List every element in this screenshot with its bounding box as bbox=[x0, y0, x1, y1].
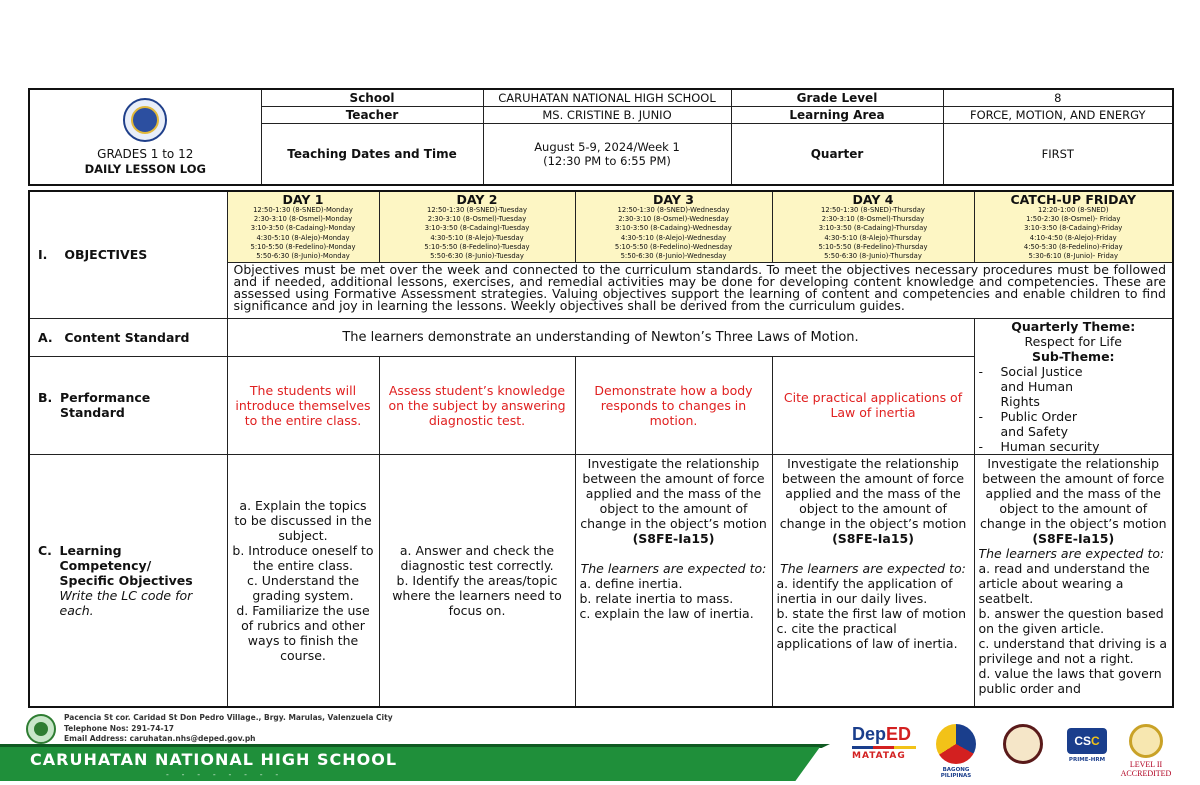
school-contact-info bbox=[64, 713, 393, 745]
sub-theme-item: - Human security bbox=[978, 438, 1100, 454]
day-1-slot: 4:30-5:10 (8-Alejo)-Monday bbox=[256, 233, 350, 242]
day-3-slot: 5:50-6:30 (8-Junio)-Wednesday bbox=[620, 252, 727, 261]
competency-item: a. Explain the topics to be discussed in the subject. bbox=[234, 497, 372, 543]
quarterly-theme-cell bbox=[974, 318, 1173, 454]
day-1-header bbox=[227, 191, 379, 262]
accredited-label: LEVEL II ACCREDITED bbox=[1120, 760, 1172, 778]
grades-label: GRADES 1 to 12 bbox=[97, 147, 194, 161]
day-4-title: DAY 4 bbox=[852, 192, 894, 207]
bagong-pilipinas-logo-icon: BAGONG PILIPINAS bbox=[928, 724, 984, 780]
competency-item: c. Understand the grading system. bbox=[246, 572, 360, 603]
competency-item: a. read and understand the article about wearing a seatbelt. bbox=[978, 560, 1150, 606]
school-value: CARUHATAN NATIONAL HIGH SCHOOL bbox=[483, 89, 731, 106]
competency-expected: The learners are expected to: bbox=[580, 560, 767, 576]
day-1-slot: 3:10-3:50 (8-Cadaing)-Monday bbox=[250, 224, 356, 233]
objectives-description: Objectives must be met over the week and connected to the curriculum standards. To meet the objectives necessary procedures must be followed and if needed, additional lessons, exercises, and remedial activities may be done for developing content knowledge and competencies. These are assessed using Formative Assessment strategies. Valuing objectives support the learning of content and competencies and enable children to find significance and joy in learning the lessons. Weekly objectives shall be derived from the curriculum guides. bbox=[227, 262, 1173, 318]
day-4-slot: 12:50-1:30 (8-SNED)-Thursday bbox=[821, 206, 925, 214]
header-logo-cell bbox=[29, 89, 261, 185]
competency-item: b. Identify the areas/topic where the learners need to focus on. bbox=[392, 572, 562, 618]
learning-area-value: FORCE, MOTION, AND ENERGY bbox=[943, 106, 1173, 123]
lc-code: (S8FE-Ia15) bbox=[632, 530, 715, 546]
prime-hrm-award-icon bbox=[1118, 724, 1174, 780]
competency-item: c. explain the law of inertia. bbox=[579, 605, 754, 621]
lesson-log-table bbox=[28, 190, 1174, 708]
day-4-slot: 2:30-3:10 (8-Osmel)-Thursday bbox=[821, 215, 925, 224]
friday-slot: 4:10-4:50 (8-Alejo)-Friday bbox=[1029, 233, 1117, 242]
school-address: Pacencia St cor. Caridad St Don Pedro Village., Brgy. Marulas, Valenzuela City bbox=[64, 713, 393, 722]
teacher-label: Teacher bbox=[261, 106, 483, 123]
day-2-slot: 12:50-1:30 (8-SNED)-Tuesday bbox=[427, 206, 527, 214]
sub-theme-list bbox=[979, 364, 1169, 454]
day-2-slot: 5:10-5:50 (8-Fedelino)-Tuesday bbox=[424, 242, 530, 251]
header-table bbox=[28, 88, 1174, 186]
performance-standard-heading bbox=[29, 357, 227, 454]
school-email: Email Address: caruhatan.nhs@deped.gov.ph bbox=[64, 734, 256, 743]
competency-item: c. understand that driving is a privilege and not a right. bbox=[978, 635, 1168, 666]
day-2-slot: 3:10-3:50 (8-Cadaing)-Tuesday bbox=[424, 224, 530, 233]
day-2-slot: 2:30-3:10 (8-Osmel)-Tuesday bbox=[427, 215, 527, 224]
quarter-value: FIRST bbox=[943, 123, 1173, 185]
competency-day-4 bbox=[772, 454, 974, 707]
competency-day-2 bbox=[379, 454, 575, 707]
day-3-slot: 3:10-3:50 (8-Cadaing)-Wednesday bbox=[615, 224, 732, 233]
log-title: DAILY LESSON LOG bbox=[84, 162, 206, 176]
performance-day-4: Cite practical applications of Law of inertia bbox=[772, 357, 974, 454]
day-3-slot: 5:10-5:50 (8-Fedelino)-Wednesday bbox=[614, 242, 733, 251]
quarterly-theme-value: Respect for Life bbox=[1024, 333, 1122, 349]
day-1-slot: 12:50-1:30 (8-SNED)-Monday bbox=[253, 206, 353, 214]
competency-label-3: Specific Objectives bbox=[59, 572, 193, 588]
day-1-title: DAY 1 bbox=[282, 192, 324, 207]
competency-expected: The learners are expected to: bbox=[978, 545, 1165, 561]
performance-standard-letter: B. bbox=[38, 390, 53, 406]
matatag-label: MATATAG bbox=[852, 751, 906, 761]
competency-expected: The learners are expected to: bbox=[780, 560, 966, 576]
performance-day-2: Assess student’s knowledge on the subject by answering diagnostic test. bbox=[379, 357, 575, 454]
content-standard-label: Content Standard bbox=[64, 329, 190, 345]
competency-label-1: Learning bbox=[59, 542, 122, 558]
day-1-slot: 5:10-5:50 (8-Fedelino)-Monday bbox=[250, 242, 356, 251]
day-1-slot: 5:50-6:30 (8-Junio)-Monday bbox=[256, 252, 350, 261]
grade-level-value: 8 bbox=[943, 89, 1173, 106]
learning-area-label: Learning Area bbox=[731, 106, 943, 123]
competency-item: b. answer the question based on the given article. bbox=[978, 605, 1164, 636]
dates-label: Teaching Dates and Time bbox=[261, 123, 483, 185]
competency-intro: Investigate the relationship between the amount of force applied and the mass of the object to the amount of change in the object’s motion (S8FE-Ia15) bbox=[580, 455, 767, 546]
school-logo-icon bbox=[26, 714, 56, 744]
catch-up-friday-header bbox=[974, 191, 1173, 262]
sub-theme-title: Sub-Theme: bbox=[1031, 348, 1115, 364]
competency-item: b. state the first law of motion bbox=[776, 605, 967, 621]
grade-level-label: Grade Level bbox=[731, 89, 943, 106]
friday-slot: 5:30-6:10 (8-Junio)- Friday bbox=[1028, 252, 1118, 261]
catch-up-friday-title: CATCH-UP FRIDAY bbox=[1010, 192, 1137, 207]
dates-line-1: August 5-9, 2024/Week 1 bbox=[534, 139, 680, 154]
day-2-header bbox=[379, 191, 575, 262]
competency-item: c. cite the practical applications of law of inertia. bbox=[776, 620, 958, 651]
objectives-number: I. bbox=[38, 247, 48, 263]
day-2-title: DAY 2 bbox=[456, 192, 498, 207]
competency-item: a. define inertia. bbox=[579, 575, 683, 591]
friday-slot: 1:50-2:30 (8-Osmel)- Friday bbox=[1026, 215, 1121, 224]
day-2-slot: 5:50-6:30 (8-Junio)-Tuesday bbox=[430, 252, 524, 261]
day-3-slot: 4:30-5:10 (8-Alejo)-Wednesday bbox=[620, 233, 727, 242]
friday-slot: 3:10-3:50 (8-Cadaing)-Friday bbox=[1024, 224, 1123, 233]
competency-heading bbox=[29, 454, 227, 707]
day-1-slot: 2:30-3:10 (8-Osmel)-Monday bbox=[253, 215, 353, 224]
competency-item: b. Introduce oneself to the entire class. bbox=[232, 542, 374, 573]
content-standard-heading bbox=[29, 318, 227, 357]
sub-theme-item: - Public Order and Safety bbox=[978, 408, 1077, 439]
day-4-slot: 5:10-5:50 (8-Fedelino)-Thursday bbox=[818, 242, 928, 251]
banner-dashes: - - - - - - - - bbox=[165, 770, 283, 779]
competency-day-1 bbox=[227, 454, 379, 707]
competency-intro: Investigate the relationship between the amount of force applied and the mass of the object to the amount of change in the object’s motion (S8FE-Ia15) bbox=[979, 455, 1167, 546]
dates-line-2: (12:30 PM to 6:55 PM) bbox=[543, 153, 671, 168]
sub-theme-item: - Social Justice and Human Rights bbox=[978, 363, 1083, 409]
day-4-slot: 3:10-3:50 (8-Cadaing)-Thursday bbox=[818, 224, 928, 233]
day-4-header bbox=[772, 191, 974, 262]
dates-value bbox=[483, 123, 731, 185]
deped-seal-icon bbox=[123, 98, 167, 142]
day-3-slot: 12:50-1:30 (8-SNED)-Wednesday bbox=[617, 206, 730, 214]
competency-friday bbox=[974, 454, 1173, 707]
deped-matatag-logo-icon: DepED MATATAG bbox=[852, 724, 916, 776]
competency-item: d. Familiarize the use of rubrics and other ways to finish the course. bbox=[236, 602, 370, 663]
day-3-slot: 2:30-3:10 (8-Osmel)-Wednesday bbox=[618, 215, 729, 224]
day-3-header bbox=[575, 191, 772, 262]
competency-day-3 bbox=[575, 454, 772, 707]
performance-standard-label-1: Performance bbox=[60, 390, 151, 406]
performance-day-3: Demonstrate how a body responds to changes in motion. bbox=[575, 357, 772, 454]
quarter-label: Quarter bbox=[731, 123, 943, 185]
performance-day-1: The students will introduce themselves to the entire class. bbox=[227, 357, 379, 454]
day-2-slot: 4:30-5:10 (8-Alejo)-Tuesday bbox=[430, 233, 524, 242]
school-label: School bbox=[261, 89, 483, 106]
competency-intro: Investigate the relationship between the amount of force applied and the mass of the object to the amount of change in the object’s motion (S8FE-Ia15) bbox=[779, 455, 967, 546]
lc-code: (S8FE-Ia15) bbox=[832, 530, 914, 546]
teacher-value: MS. CRISTINE B. JUNIO bbox=[483, 106, 731, 123]
day-4-slot: 4:30-5:10 (8-Alejo)-Thursday bbox=[824, 233, 922, 242]
content-standard-text: The learners demonstrate an understanding of Newton’s Three Laws of Motion. bbox=[227, 318, 974, 357]
competency-item: a. identify the application of inertia in our daily lives. bbox=[776, 575, 953, 606]
csc-logo-icon: CSC PRIME-HRM bbox=[1064, 724, 1110, 780]
competency-note: Write the LC code for each. bbox=[59, 587, 193, 618]
performance-standard-label-2: Standard bbox=[60, 405, 125, 421]
friday-slot: 4:50-5:30 (8-Fedelino)-Friday bbox=[1023, 242, 1123, 251]
competency-item: a. Answer and check the diagnostic test correctly. bbox=[399, 542, 555, 573]
friday-slot: 12:20-1:00 (8-SNED) bbox=[1038, 206, 1109, 214]
competency-label-2: Competency/ bbox=[59, 557, 152, 573]
objectives-label: OBJECTIVES bbox=[64, 247, 148, 263]
school-telephone: Telephone Nos: 291-74-17 bbox=[64, 723, 175, 733]
competency-item: b. relate inertia to mass. bbox=[579, 590, 734, 606]
division-seal-icon bbox=[994, 724, 1052, 780]
competency-letter: C. bbox=[38, 542, 52, 558]
content-standard-letter: A. bbox=[38, 329, 53, 345]
lc-code: (S8FE-Ia15) bbox=[1032, 530, 1115, 546]
school-name-banner: CARUHATAN NATIONAL HIGH SCHOOL bbox=[30, 750, 398, 769]
competency-item: d. value the laws that govern public order and bbox=[978, 665, 1162, 696]
day-4-slot: 5:50-6:30 (8-Junio)-Thursday bbox=[824, 252, 922, 261]
quarterly-theme-title: Quarterly Theme: bbox=[1011, 318, 1136, 334]
objectives-heading bbox=[29, 191, 227, 318]
day-3-title: DAY 3 bbox=[653, 192, 694, 207]
